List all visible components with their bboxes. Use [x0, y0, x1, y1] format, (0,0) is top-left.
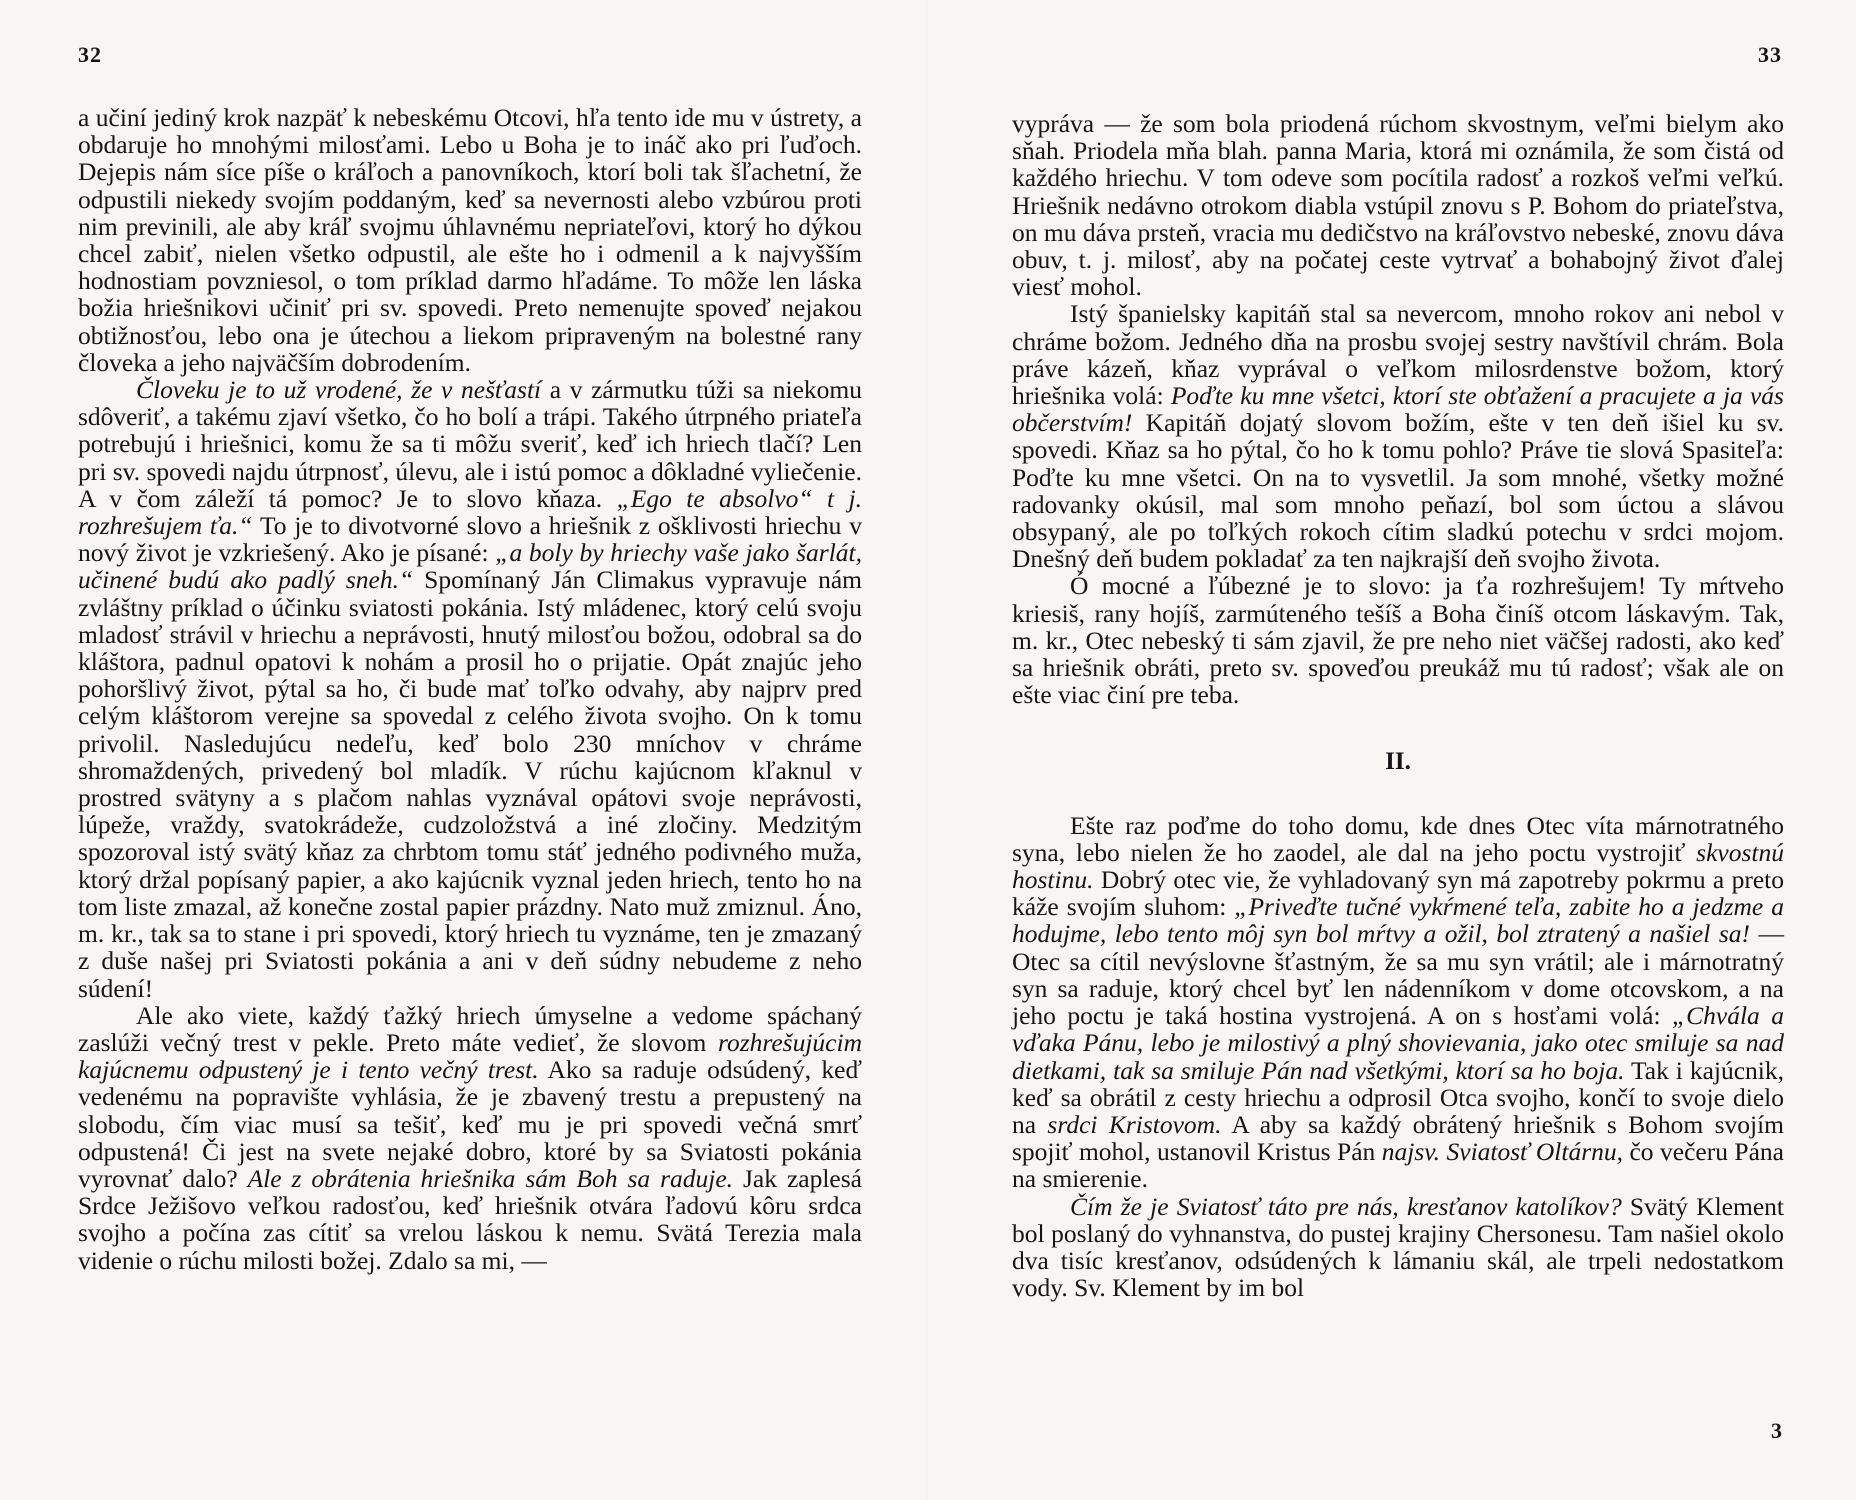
text-run: Dobrý otec vie, že vyhladovaný syn má zapotreby pokrmu a preto káže svojím sluhom: — [1012, 865, 1784, 922]
text-run: Ale z obrátenia hriešnika sám Boh sa raduje. — [247, 1163, 734, 1193]
text-run: „Priveďte tučné vykŕmené teľa, zabite ho a jedzme a hodujme, lebo tento môj syn bol mŕtvy a ožil, bol ztratený a našiel sa! — [1012, 892, 1784, 949]
right-paragraph-2 — [1012, 300, 1784, 572]
page-number-left: 32 — [78, 42, 102, 67]
text-run: „Chvála a vďaka Pánu, lebo je milostivý a plný shovievania, jako otec smiluje sa nad dietkami, tak sa smiluje Pán nad všetkými, ktorí sa ho boja. — [1012, 1001, 1784, 1085]
text-run: najsv. Sviatosť Oltárnu, — [1381, 1137, 1624, 1167]
section-heading: II. — [1385, 748, 1411, 776]
right-page-text — [1012, 110, 1784, 1301]
text-run: To je to divotvorné slovo a hriešnik z ošklivosti hriechu v nový život je vzkriešený. Ako je písané: — [78, 511, 862, 568]
text-run: Človeku je to už vrodené, že v nešťastí — [136, 375, 542, 405]
left-paragraph-1 — [78, 104, 862, 376]
left-page-text — [78, 104, 862, 1274]
text-run: Ako sa raduje odsúdený, keď vedenému na popravište vyhlásia, že je zbavený trestu a prepustený na slobodu, čím viac musí sa tešiť, keď mu je pri spovedi večná smrť odpustená! Či jest na svete nejaké dobro, ktoré by sa Sviatosti pokánia vyrovnať dalo? — [78, 1055, 862, 1193]
text-run: a v zármutku túži sa niekomu sdôveriť, a takému zjaví všetko, čo ho bolí a trápi. Takého útrpného priateľa potrebujú i hriešnici, komu že sa ti môžu sveriť, keď ich hriech tlačí? Len pri sv. spovedi najdu útrpnosť, úlevu, ale i istú pomoc a dôkladné vyliečenie. A v čom záleží tá pomoc? Je to slovo kňaza. — [78, 375, 863, 513]
text-run: Jak zaplesá Srdce Ježišovo veľkou radosťou, keď hriešnik otvára ľadovú kôru srdca svojho a počína zas cítiť sa vrelou láskou k nemu. Svätá Terezia mala videnie o rúchu milosti božej. Zdalo sa mi, — — [78, 1163, 862, 1275]
text-run: A aby sa každý obrátený hriešnik s Bohom svojím spojiť mohol, ustanovil Kristus Pán — [1012, 1109, 1784, 1167]
text-run: skvostnú hostinu. — [1012, 837, 1784, 895]
text-run: Poďte ku mne všetci, ktorí ste obťažení a pracujete a ja vás občerstvím! — [1012, 381, 1784, 438]
text-run: „a boly by hriechy vaše jako šarlát, učinené budú ako padlý sneh.“ — [78, 538, 862, 595]
text-run: Čím že je Sviatosť táto pre nás, kresťanov katolíkov? — [1070, 1191, 1622, 1221]
left-page — [60, 0, 880, 1500]
right-paragraph-4 — [1012, 812, 1784, 1193]
signature-mark: 3 — [1771, 1418, 1782, 1443]
right-paragraph-3 — [1012, 572, 1784, 708]
text-run: — Otec sa cítil nevýslovne šťastným, že sa mu syn vrátil; ale i márnotratný syn sa raduje, ktorý chcel byť len nádenníkom v dome otcovskom, a na jeho poctu je taká hostina vystrojená. A on s hosťami volá: — [1012, 919, 1784, 1031]
text-run: a učiní jediný krok nazpäť k nebeskému Otcovi, hľa tento ide mu v ústrety, a obdaruje ho mnohými milosťami. Lebo u Boha je to ináč ako pri ľuďoch. Dejepis nám síce píše o kráľoch a panovníkoch, ktorí boli tak šľachetní, že odpustili niekedy svojím poddaným, keď sa nevernosti alebo vzbúrou proti nim previnili, ale aby kráľ svojmu úhlavnému nepriateľovi, ktorý ho dýkou chcel zabiť, nielen všetko odpustil, ale ešte ho i odmenil a k najvyšším hodnostiam povzniesol, o tom príklad darmo hľadáme. To môže len láska božia hriešnikovi učiniť pri sv. spovedi. Preto nemenujte spoveď nejakou obtižnosťou, lebo ona je útechou a liekom pripraveným na bolestné rany človeka a jeho najväčším dobrodením. — [78, 103, 862, 377]
page-number-right: 33 — [1758, 42, 1782, 67]
text-run: vyprávа — že som bola priodená rúchom skvostnym, veľmi bielym ako sňah. Priodela mňa blah. panna Maria, ktorá mi oznámila, že som čistá od každého hriechu. V tom odeve som pocítila radosť a rozkoš veľmi veľkú. Hriešnik nedávno otrokom diabla vstúpil znovu s P. Bohom do priateľstva, on mu dáva prsteň, vracia mu dedičstvo na kráľovstvo nebeské, znovu dáva obuv, t. j. milosť, aby na počatej ceste vytrvať a bohabojný život ďalej viesť mohol. — [1012, 109, 1784, 302]
page-fold — [926, 0, 928, 1500]
text-run: Ale ako viete, každý ťažký hriech úmyselne a vedome spáchaný zaslúži večný trest v pekle. Preto máte vedieť, že slovom — [78, 1000, 862, 1057]
left-paragraph-2 — [78, 376, 862, 1002]
text-run: Istý španielsky kapitáň stal sa nevercom, mnoho rokov ani nebol v chráme božom. Jedného dňa na prosbu svojej sestry navštívil chrám. Bola práve kázeň, kňaz vyprával o veľkom milosrdenstve božom, ktorý hriešnika volá: — [1012, 299, 1784, 411]
right-page — [1000, 0, 1800, 1500]
right-paragraph-5 — [1012, 1193, 1784, 1302]
text-run: Ešte raz poďme do toho domu, kde dnes Otec víta márnotratného syna, lebo nielen že ho zaodel, ale dal na jeho poctu vystrojiť — [1012, 810, 1784, 867]
text-run: „Ego te absolvo“ t j. rozhrešujem ťa.“ — [78, 483, 862, 541]
text-run: Svätý Klement bol poslaný do vyhnanstva, do pustej krajiny Chersonesu. Tam našiel okolo dva tisíc kresťanov, odsúdených k lámaniu skál, ale trpeli nedostatkom vody. Sv. Klement by im bol — [1012, 1191, 1784, 1303]
text-run: Ó mocné a ľúbezné je to slovo: ja ťa rozhrešujem! Ty mŕtveho kriesiš, rany hojíš, zarmúteného tešíš a Boha činíš otcom láskavým. Tak, m. kr., Otec nebeský ti sám zjavil, že pre neho niet väčšej radosti, ako keď sa hriešnik obráti, preto sv. spoveďou preukáž mu tú radosť; však ale on ešte viac činí pre teba. — [1012, 571, 1784, 710]
text-run: čo večeru Pána na smierenie. — [1012, 1137, 1784, 1194]
left-paragraph-3 — [78, 1002, 862, 1274]
right-paragraph-1 — [1012, 110, 1784, 300]
text-run: Tak i kajúcnik, keď sa obrátil z cesty hriechu a odprosil Otca svojho, končí to svoje dielo na — [1012, 1055, 1784, 1139]
text-run: rozhrešujúcim kajúcnemu odpustený je i tento večný trest. — [78, 1027, 862, 1085]
text-run: Kapitáň dojatý slovom božím, ešte v ten deň išiel ku sv. spovedi. Kňaz sa ho pýtal, čo ho k tomu pohlo? Práve tie slová Spasiteľa: Poďte ku mne všetci. On na to vysvetlil. Ja som mnohé, všetky možné radovanky okúsil, mal som mnoho peňazí, bol som úctou a slávou obsypaný, ale po toľkých rokoch cítim sladkú potechu v srdci mojom. Dnešný deň budem pokladať za ten najkrajší deň svojho života. — [1012, 408, 1784, 574]
text-run: Spomínaný Ján Climakus vypravuje nám zvláštny príklad o účinku sviatosti pokánia. Istý mládenec, ktorý celú svoju mladosť strávil v hriechu a neprávosti, hnutý milosťou božou, odobral sa do kláštora, padnul opatovi k nohám a prosil ho o prijatie. Opát znajúc jeho pohoršlivý život, pýtal sa ho, či bude mať toľko odvahy, aby najprv pred celým kláštorom verejne sa spovedal z celého života svojho. On k tomu privolil. Nasledujúcu nedeľu, keď bolo 230 mníchov v chráme shromaždených, privedený bol mladík. V rúchu kajúcnom kľaknul v prostred svätyny a s plačom nahlas vyznával opátovi svoje neprávosti, lúpeže, vraždy, svatokrádeže, cudzoložstvá a iné zločiny. Medzitým spozoroval istý svätý kňaz za chrbtom tomu stáť jedného podivného muža, ktorý držal popísaný papier, a ako kajúcnik vyznal jeden hriech, tento ho na tom liste zmazal, až konečne zostal papier prázdny. Nato muž zmiznul. Áno, m. kr., tak sa to stane i pri spovedi, ktorý hriech tu vyznáme, ten je zmazaný z duše našej pri Sviatosti pokánia a ani v deň súdny nebudeme z neho súdení! — [78, 565, 863, 1003]
text-run: srdci Kristovom. — [1047, 1109, 1222, 1139]
